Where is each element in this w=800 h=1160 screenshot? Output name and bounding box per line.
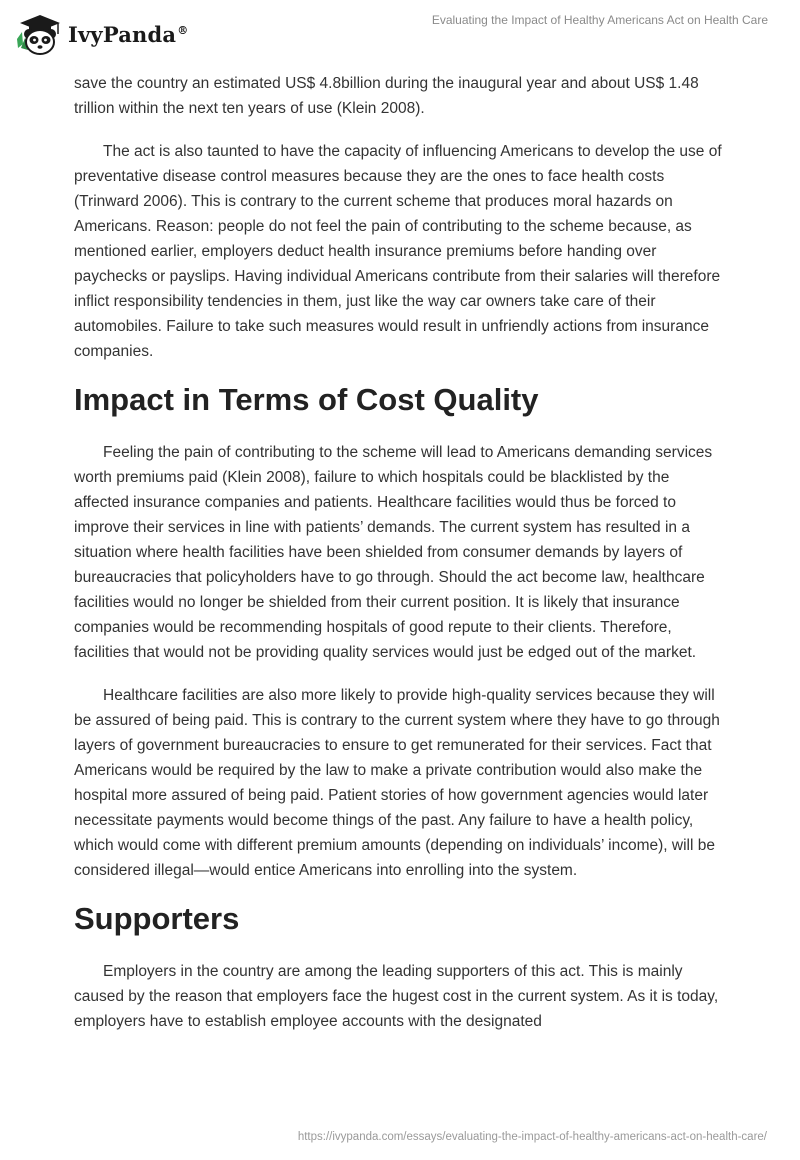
logo-text: IvyPanda® (68, 21, 189, 47)
essay-content (74, 71, 724, 1052)
paragraph: Healthcare facilities are also more likely to provide high-quality services because they will be assured of being paid. This is contrary to the current system where they have to go through layers of government bureaucracies to ensure to get remunerated for their services. Fact that Americans would be required by the law to make a private contribution would also make the hospital more assured of being paid. Patient stories of how government agencies would later necessitate payments would become things of the past. Any failure to have a health policy, which would come with different premium amounts (depending on individuals’ income), will be considered illegal—would entice Americans into enrolling into the system. (74, 687, 720, 879)
paragraph: save the country an estimated US$ 4.8billion during the inaugural year and about US$ 1.48 trillion within the next ten years of use (Klein 2008). (74, 75, 699, 117)
page-header (0, 0, 800, 70)
logo[interactable] (14, 12, 188, 56)
paragraph: The act is also taunted to have the capacity of influencing Americans to develop the use of preventative disease control measures because they are the ones to face health costs (Trinward 2006). This is contrary to the current scheme that produces moral hazards on Americans. Reason: people do not feel the pain of contributing to the scheme because, as mentioned earlier, employers deduct health insurance premiums before handing over paychecks or payslips. Having individual Americans contribute from their salaries will therefore inflict responsibility tendencies in them, just like the way car owners take care of their automobiles. Failure to take such measures would result in unfriendly actions from insurance companies. (74, 143, 722, 360)
source-url[interactable]: https://ivypanda.com/essays/evaluating-the-impact-of-healthy-americans-act-on-health-care/ (297, 1131, 767, 1143)
section-heading-supporters: Supporters (74, 901, 240, 936)
document-title: Evaluating the Impact of Healthy Americans Act on Health Care (431, 13, 768, 27)
paragraph: Employers in the country are among the leading supporters of this act. This is mainly caused by the reason that employers face the hugest cost in the current system. As it is today, employers have to establish employee accounts with the designated (74, 963, 719, 1030)
panda-graduate-icon (14, 12, 64, 56)
paragraph: Feeling the pain of contributing to the scheme will lead to Americans demanding services worth premiums paid (Klein 2008), failure to which hospitals could be blacklisted by the affected insurance companies and patients. Healthcare facilities would thus be forced to improve their services in line with patients’ demands. The current system has resulted in a situation where health facilities have been shielded from consumer demands by layers of bureaucracies that policyholders have to go through. Should the act become law, healthcare facilities would no longer be shielded from their current position. It is likely that insurance companies would be recommending hospitals of good repute to their clients. Therefore, facilities that would not be providing quality services would just be edged out of the market. (74, 444, 713, 661)
section-heading-cost-quality: Impact in Terms of Cost Quality (74, 382, 539, 417)
